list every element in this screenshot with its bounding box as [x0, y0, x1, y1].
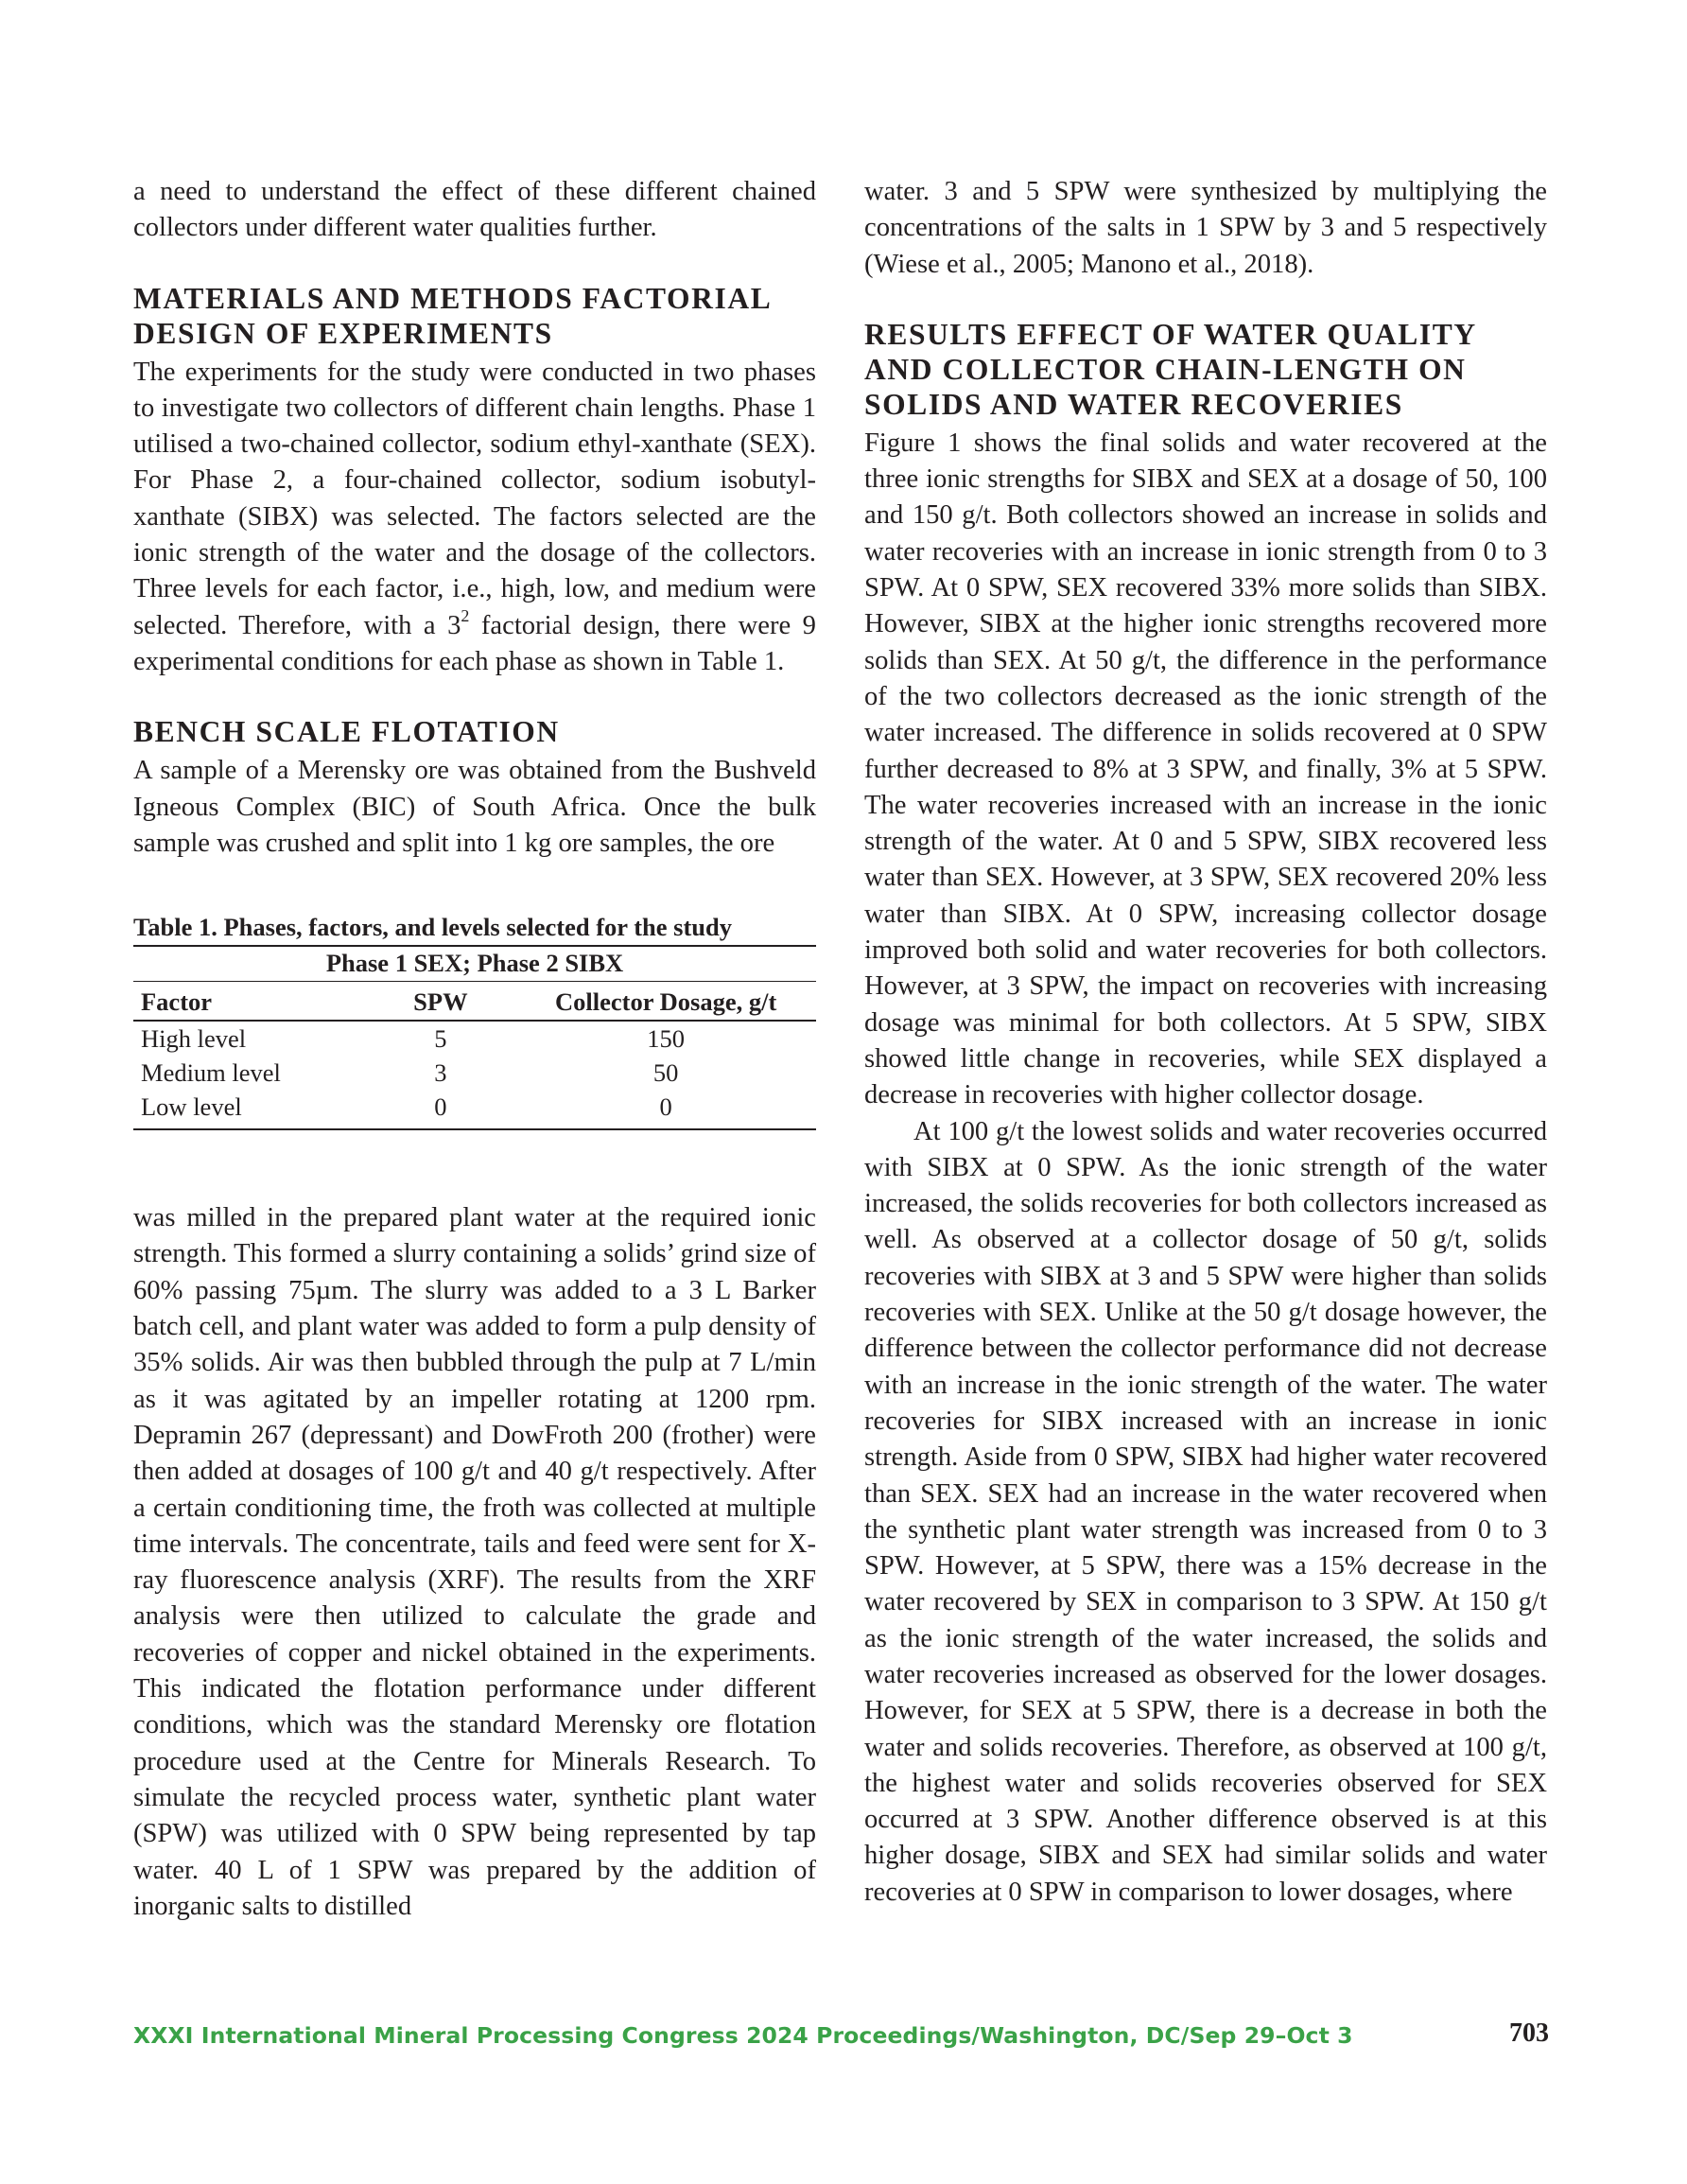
table-cell: High level	[141, 1024, 247, 1054]
table-header-dosage: Collector Dosage, g/t	[515, 982, 816, 1022]
results-heading: RESULTS EFFECT OF WATER QUALITY AND COLLECTOR CHAIN-LENGTH ON SOLIDS AND WATER RECOVERIES	[864, 317, 1476, 421]
table-caption: Table 1. Phases, factors, and levels selected for the study	[133, 913, 733, 942]
table-row	[133, 1090, 816, 1129]
factorial-text-part1: The experiments for the study were conducted in two phases to investigate two collectors of different chain lengths. Phase 1 utilised a two-chained collector, sodium ethyl-xanthate (SEX). For Phase 2, a four-chained collector, sodium isobutyl-xanthate (SIBX) was selected. The factors selected are the ionic strength of the water and the dosage of the collectors. Three levels for each factor, i.e., high, low, and medium were selected. Therefore, with a 3	[133, 357, 816, 640]
intro-paragraph: a need to understand the effect of these different chained collectors under different water qualities further.	[133, 177, 816, 243]
table-span-header-row	[133, 946, 816, 982]
table-header-spw: SPW	[365, 982, 515, 1022]
table-header-row	[133, 982, 816, 1022]
table-cell: Low level	[133, 1090, 365, 1129]
right-column	[864, 174, 1547, 1911]
left-column	[133, 174, 816, 1925]
factorial-text-part2: factorial design, there were 9 experimental conditions for each phase as shown in Table 1.	[133, 610, 816, 676]
table-1	[133, 911, 816, 1130]
table-cell: 3	[434, 1058, 447, 1088]
table-header-factor: Factor	[133, 982, 365, 1022]
materials-methods-heading: MATERIALS AND METHODS FACTORIAL DESIGN OF EXPERIMENTS	[133, 281, 771, 350]
page-number: 703	[1509, 2018, 1549, 2048]
table-cell: 50	[652, 1058, 679, 1088]
table-cell: Medium level	[141, 1058, 281, 1088]
factorial-design-paragraph	[133, 355, 816, 681]
figure1-results-paragraph: Figure 1 shows the final solids and water recovered at the three ionic strengths for SIBX and SEX at a dosage of 50, 100 and 150 g/t. Both collectors showed an increase in solids and water recoveries with an increase in ionic strength from 0 to 3 SPW. At 0 SPW, SEX recovered 33% more solids than SIBX. However, SIBX at the higher ionic strengths recovered more solids than SEX. At 50 g/t, the difference in the performance of the two collectors decreased as the ionic strength of the water increased. The difference in solids recovered at 0 SPW further decreased to 8% at 3 SPW, and finally, 3% at 5 SPW. The water recoveries increased with an increase in the ionic strength of the water. At 0 and 5 SPW, SIBX recovered less water than SEX. However, at 3 SPW, SEX recovered 20% less water than SIBX. At 0 SPW, increasing collector dosage improved both solid and water recoveries for both collectors. However, at 3 SPW, the impact on recoveries with increasing dosage was minimal for both collectors. At 5 SPW, SIBX showed little change in recoveries, while SEX displayed a decrease in recoveries with higher collector dosage.	[864, 428, 1547, 1110]
footer-proceedings: XXXI International Mineral Processing Congress 2024 Proceedings/Washington, DC/Sep 29–Oct 3	[133, 2022, 1353, 2049]
phases-factors-table	[133, 945, 816, 1130]
bench-scale-heading: BENCH SCALE FLOTATION	[133, 715, 560, 749]
spw-synthesis-paragraph: water. 3 and 5 SPW were synthesized by multiplying the concentrations of the salts in 1 SPW by 3 and 5 respectively (Wiese et al., 2005; Manono et al., 2018).	[864, 177, 1547, 279]
table-cell: 150	[647, 1024, 686, 1054]
dosage-100-paragraph: At 100 g/t the lowest solids and water recoveries occurred with SIBX at 0 SPW. As the ionic strength of the water increased, the solids recoveries for both collectors increased as well. As observed at a collector dosage of 50 g/t, solids recoveries with SIBX at 3 and 5 SPW were higher than solids recoveries with SEX. Unlike at the 50 g/t dosage however, the difference between the collector performance did not decrease with an increase in the ionic strength of the water. The water recoveries for SIBX increased with an increase in ionic strength. Aside from 0 SPW, SIBX had higher water recovered than SEX. SEX had an increase in the water recovered when the synthetic plant water strength was increased from 0 to 3 SPW. However, at 5 SPW, there was a 15% decrease in the water recovered by SEX in comparison to 3 SPW. At 150 g/t as the ionic strength of the water increased, the solids and water recoveries increased as observed for the lower dosages. However, for SEX at 5 SPW, there is a decrease in both the water and solids recoveries. Therefore, as observed at 100 g/t, the highest water and solids recoveries observed for SEX occurred at 3 SPW. Another difference observed is at this higher dosage, SIBX and SEX had similar solids and water recoveries at 0 SPW in comparison to lower dosages, where	[864, 1116, 1547, 1907]
milling-procedure-paragraph: was milled in the prepared plant water at the required ionic strength. This formed a slurry containing a solids’ grind size of 60% passing 75µm. The slurry was added to a 3 L Barker batch cell, and plant water was added to form a pulp density of 35% solids. Air was then bubbled through the pulp at 7 L/min as it was agitated by an impeller rotating at 1200 rpm. Depramin 267 (depressant) and DowFroth 200 (frother) were then added at dosages of 100 g/t and 40 g/t respectively. After a certain conditioning time, the froth was collected at multiple time intervals. The concentrate, tails and feed were sent for X-ray fluorescence analysis (XRF). The results from the XRF analysis were then utilized to calculate the grade and recoveries of copper and nickel obtained in the experiments. This indicated the flotation performance under different conditions, which was the standard Merensky ore flotation procedure used at the Centre for Minerals Research. To simulate the recycled process water, synthetic plant water (SPW) was utilized with 0 SPW being represented by tap water. 40 L of 1 SPW was prepared by the addition of inorganic salts to distilled	[133, 1203, 816, 1921]
factorial-exponent: 2	[461, 606, 470, 626]
table-cell: 0	[515, 1090, 816, 1129]
table-span-header: Phase 1 SEX; Phase 2 SIBX	[133, 946, 816, 982]
bench-scale-paragraph: A sample of a Merensky ore was obtained from the Bushveld Igneous Complex (BIC) of South Africa. Once the bulk sample was crushed and split into 1 kg ore samples, the ore	[133, 756, 816, 858]
table-cell: 5	[434, 1024, 447, 1054]
table-row	[133, 1056, 816, 1090]
table-row	[133, 1021, 816, 1056]
table-cell: 0	[365, 1090, 515, 1129]
